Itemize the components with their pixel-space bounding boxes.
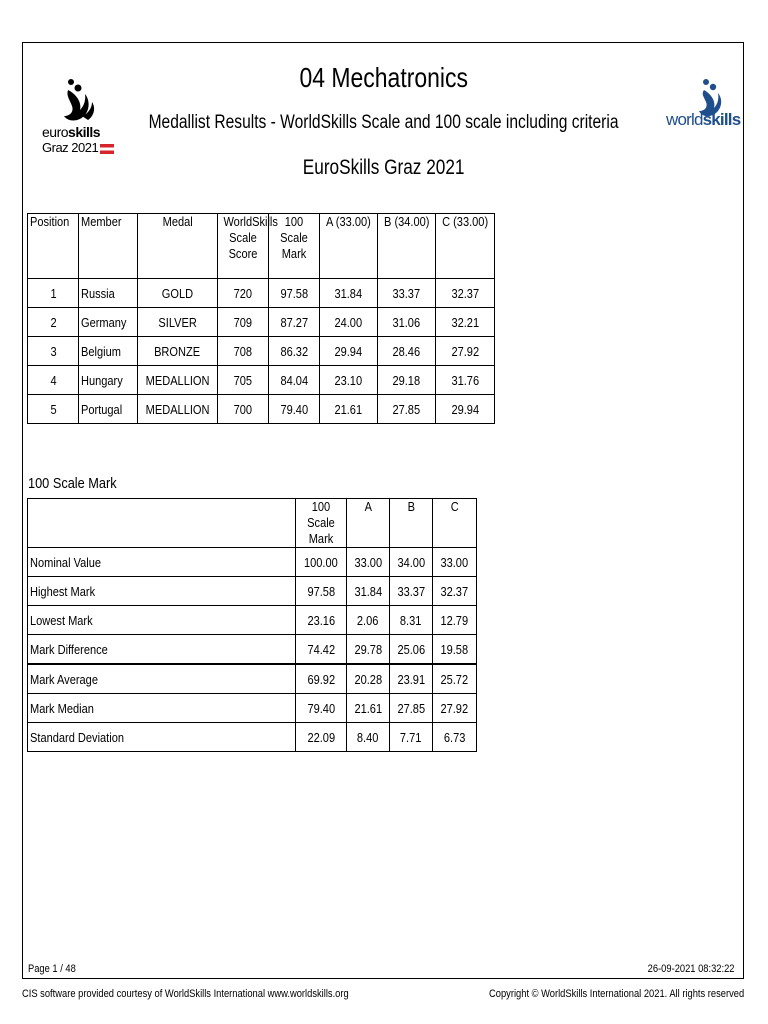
table-cell: 97.58 bbox=[296, 577, 347, 606]
table-row bbox=[28, 723, 477, 752]
column-header: Medal bbox=[137, 214, 217, 279]
table-cell: 25.72 bbox=[433, 664, 477, 694]
worldskills-wordmark: worldskills bbox=[666, 110, 741, 129]
table-cell: 23.10 bbox=[319, 366, 377, 395]
table-cell: 100.00 bbox=[296, 548, 347, 577]
table-cell: 20.28 bbox=[347, 664, 390, 694]
column-header: A bbox=[347, 499, 390, 548]
table-cell: SILVER bbox=[137, 308, 217, 337]
table-cell: Mark Median bbox=[28, 694, 296, 723]
table-cell: 29.18 bbox=[377, 366, 435, 395]
column-header: Position bbox=[28, 214, 79, 279]
table-cell: 33.00 bbox=[347, 548, 390, 577]
table-cell: 7.71 bbox=[390, 723, 433, 752]
table-row bbox=[28, 577, 477, 606]
table-row bbox=[28, 606, 477, 635]
table-cell: Belgium bbox=[79, 337, 137, 366]
table-cell: Russia bbox=[79, 279, 137, 308]
euroskills-wordmark: euroskills bbox=[42, 124, 101, 140]
table-cell: 84.04 bbox=[268, 366, 319, 395]
table-cell: 2 bbox=[28, 308, 79, 337]
table-cell: 27.92 bbox=[436, 337, 495, 366]
table-row bbox=[28, 395, 495, 424]
table-cell: 8.40 bbox=[347, 723, 390, 752]
table-cell: Mark Average bbox=[28, 664, 296, 694]
table-cell: Mark Difference bbox=[28, 635, 296, 665]
table-cell: 32.37 bbox=[436, 279, 495, 308]
table-cell: MEDALLION bbox=[137, 395, 217, 424]
table-cell: 19.58 bbox=[433, 635, 477, 665]
copyright-notice: Copyright © WorldSkills International 2021. All rights reserved bbox=[488, 988, 744, 1000]
scale-statistics-table bbox=[27, 498, 477, 752]
table-cell: 28.46 bbox=[377, 337, 435, 366]
table-cell: 33.37 bbox=[377, 279, 435, 308]
table-row bbox=[28, 548, 477, 577]
table-cell: 1 bbox=[28, 279, 79, 308]
table-row bbox=[28, 308, 495, 337]
table-cell: 12.79 bbox=[433, 606, 477, 635]
table-cell: 27.92 bbox=[433, 694, 477, 723]
column-header bbox=[28, 499, 296, 548]
table-header-row bbox=[28, 214, 495, 279]
table-cell: 5 bbox=[28, 395, 79, 424]
table-row bbox=[28, 337, 495, 366]
graz-2021-label: Graz 2021 bbox=[42, 140, 114, 155]
table-cell: BRONZE bbox=[137, 337, 217, 366]
column-header: A (33.00) bbox=[319, 214, 377, 279]
event-title: EuroSkills Graz 2021 bbox=[303, 156, 465, 179]
table-cell: 79.40 bbox=[268, 395, 319, 424]
table-row bbox=[28, 279, 495, 308]
table-cell: 21.61 bbox=[347, 694, 390, 723]
table-cell: 97.58 bbox=[268, 279, 319, 308]
table-cell: 31.76 bbox=[436, 366, 495, 395]
table-cell: 31.84 bbox=[319, 279, 377, 308]
table-cell: 32.37 bbox=[433, 577, 477, 606]
table-cell: Germany bbox=[79, 308, 137, 337]
column-header: WorldSkills Scale Score bbox=[217, 214, 268, 279]
table-cell: Nominal Value bbox=[28, 548, 296, 577]
table-cell: 25.06 bbox=[390, 635, 433, 665]
table-cell: 29.94 bbox=[436, 395, 495, 424]
table-cell: 4 bbox=[28, 366, 79, 395]
table-cell: Portugal bbox=[79, 395, 137, 424]
table-cell: 2.06 bbox=[347, 606, 390, 635]
column-header: Member bbox=[79, 214, 137, 279]
table-cell: 705 bbox=[217, 366, 268, 395]
table-cell: 27.85 bbox=[390, 694, 433, 723]
table-cell: 31.06 bbox=[377, 308, 435, 337]
table-cell: 708 bbox=[217, 337, 268, 366]
table-cell: 34.00 bbox=[390, 548, 433, 577]
page-number: Page 1 / 48 bbox=[28, 963, 76, 975]
page-subtitle: Medallist Results - WorldSkills Scale and 100 scale including criteria bbox=[149, 112, 619, 133]
austria-flag-icon bbox=[100, 144, 114, 154]
table-header-row bbox=[28, 499, 477, 548]
print-timestamp: 26-09-2021 08:32:22 bbox=[647, 963, 735, 975]
table-row bbox=[28, 664, 477, 694]
table-cell: 33.37 bbox=[390, 577, 433, 606]
table-cell: 27.85 bbox=[377, 395, 435, 424]
table-cell: 21.61 bbox=[319, 395, 377, 424]
table-cell: 33.00 bbox=[433, 548, 477, 577]
table-cell: 700 bbox=[217, 395, 268, 424]
table-cell: 29.94 bbox=[319, 337, 377, 366]
table-cell: 720 bbox=[217, 279, 268, 308]
table-cell: MEDALLION bbox=[137, 366, 217, 395]
column-header: B bbox=[390, 499, 433, 548]
page-title: 04 Mechatronics bbox=[299, 62, 469, 93]
table-cell: 31.84 bbox=[347, 577, 390, 606]
table-cell: 24.00 bbox=[319, 308, 377, 337]
column-header: 100 Scale Mark bbox=[268, 214, 319, 279]
section-caption: 100 Scale Mark bbox=[28, 475, 117, 492]
table-cell: 79.40 bbox=[296, 694, 347, 723]
table-cell: 74.42 bbox=[296, 635, 347, 665]
table-cell: 6.73 bbox=[433, 723, 477, 752]
table-row bbox=[28, 635, 477, 665]
table-cell: 709 bbox=[217, 308, 268, 337]
software-credit: CIS software provided courtesy of WorldSkills International www.worldskills.org bbox=[22, 988, 349, 1000]
table-row bbox=[28, 366, 495, 395]
column-header: C (33.00) bbox=[436, 214, 495, 279]
table-row bbox=[28, 694, 477, 723]
table-cell: 3 bbox=[28, 337, 79, 366]
table-cell: 22.09 bbox=[296, 723, 347, 752]
table-cell: 23.16 bbox=[296, 606, 347, 635]
table-cell: Highest Mark bbox=[28, 577, 296, 606]
table-cell: Standard Deviation bbox=[28, 723, 296, 752]
column-header: C bbox=[433, 499, 477, 548]
table-cell: 8.31 bbox=[390, 606, 433, 635]
column-header: 100 Scale Mark bbox=[296, 499, 347, 548]
medallist-table bbox=[27, 213, 495, 424]
table-cell: Hungary bbox=[79, 366, 137, 395]
column-header: B (34.00) bbox=[377, 214, 435, 279]
table-cell: 29.78 bbox=[347, 635, 390, 665]
table-cell: 69.92 bbox=[296, 664, 347, 694]
table-cell: Lowest Mark bbox=[28, 606, 296, 635]
table-cell: 23.91 bbox=[390, 664, 433, 694]
table-cell: 87.27 bbox=[268, 308, 319, 337]
table-cell: 32.21 bbox=[436, 308, 495, 337]
table-cell: GOLD bbox=[137, 279, 217, 308]
table-cell: 86.32 bbox=[268, 337, 319, 366]
